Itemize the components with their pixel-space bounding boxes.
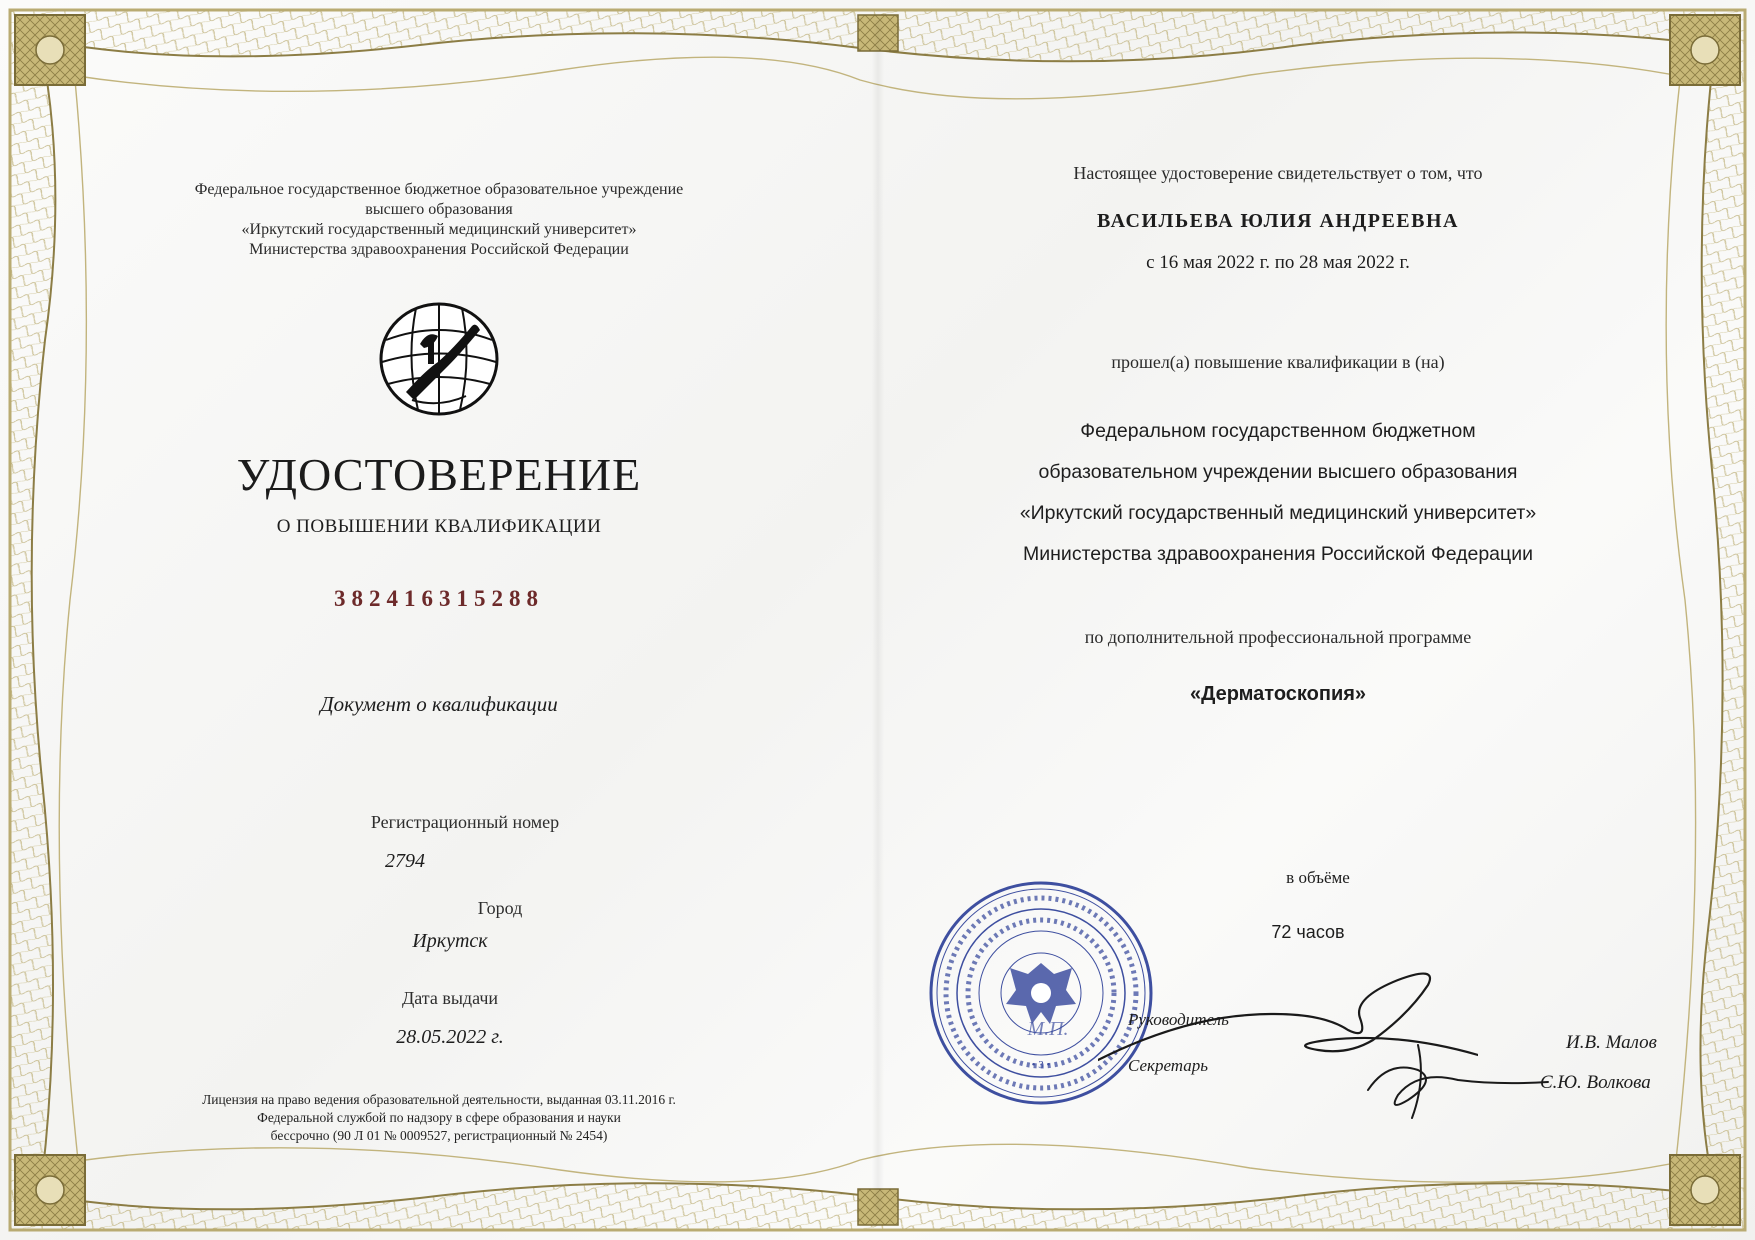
secretary-name: С.Ю. Волкова: [1540, 1072, 1651, 1093]
org-line-2: образовательном учреждении высшего образования: [1038, 461, 1518, 483]
city-value: Иркутск: [412, 930, 488, 952]
stamp-mp-label: М.П.: [1027, 1018, 1069, 1040]
org-line-3: «Иркутский государственный медицинский университет»: [1019, 502, 1537, 524]
serial-number: 382416315288: [334, 586, 544, 611]
passed-text: прошел(а) повышение квалификации в (на): [1111, 352, 1445, 372]
document-subtitle: О ПОВЫШЕНИИ КВАЛИФИКАЦИИ: [276, 516, 602, 537]
volume-label: в объёме: [1286, 868, 1350, 887]
svg-text:• 3 •: • 3 •: [1031, 1059, 1051, 1071]
reg-number-label: Регистрационный номер: [370, 812, 560, 832]
doc-type: Документ о квалификации: [320, 692, 558, 716]
header-line-4: Министерства здравоохранения Российской Федерации: [249, 241, 629, 258]
license-line-3: бессрочно (90 Л 01 № 0009527, регистрационный № 2454): [270, 1128, 608, 1143]
city-label: Город: [477, 898, 523, 918]
right-page: [878, 0, 1755, 1240]
document-title: УДОСТОВЕРЕНИЕ: [236, 449, 642, 500]
intro-text: Настоящее удостоверение свидетельствует о том, что: [1073, 163, 1483, 183]
header-line-1: Федеральное государственное бюджетное образовательное учреждение: [194, 181, 684, 198]
head-role: Руководитель: [1128, 1010, 1229, 1029]
secretary-role: Секретарь: [1128, 1056, 1208, 1075]
program-label: по дополнительной профессиональной программе: [1084, 627, 1472, 647]
training-period: с 16 мая 2022 г. по 28 мая 2022 г.: [1146, 252, 1410, 273]
program-name: «Дерматоскопия»: [1189, 683, 1367, 705]
volume-value: 72 часов: [1271, 922, 1345, 942]
holder-name: ВАСИЛЬЕВА ЮЛИЯ АНДРЕЕВНА: [1097, 210, 1459, 232]
header-line-3: «Иркутский государственный медицинский университет»: [241, 221, 637, 238]
license-line-1: Лицензия на право ведения образовательной деятельности, выданная 03.11.2016 г.: [202, 1092, 676, 1107]
header-line-2: высшего образования: [365, 201, 513, 218]
org-line-1: Федеральном государственном бюджетном: [1080, 420, 1476, 442]
head-name: И.В. Малов: [1566, 1032, 1657, 1053]
issue-date-value: 28.05.2022 г.: [396, 1026, 504, 1048]
license-line-2: Федеральной службой по надзору в сфере образования и науки: [257, 1110, 621, 1125]
reg-number-value: 2794: [385, 850, 425, 872]
org-line-4: Министерства здравоохранения Российской Федерации: [1023, 543, 1533, 565]
issue-date-label: Дата выдачи: [401, 988, 499, 1008]
university-logo-icon: [376, 300, 502, 418]
